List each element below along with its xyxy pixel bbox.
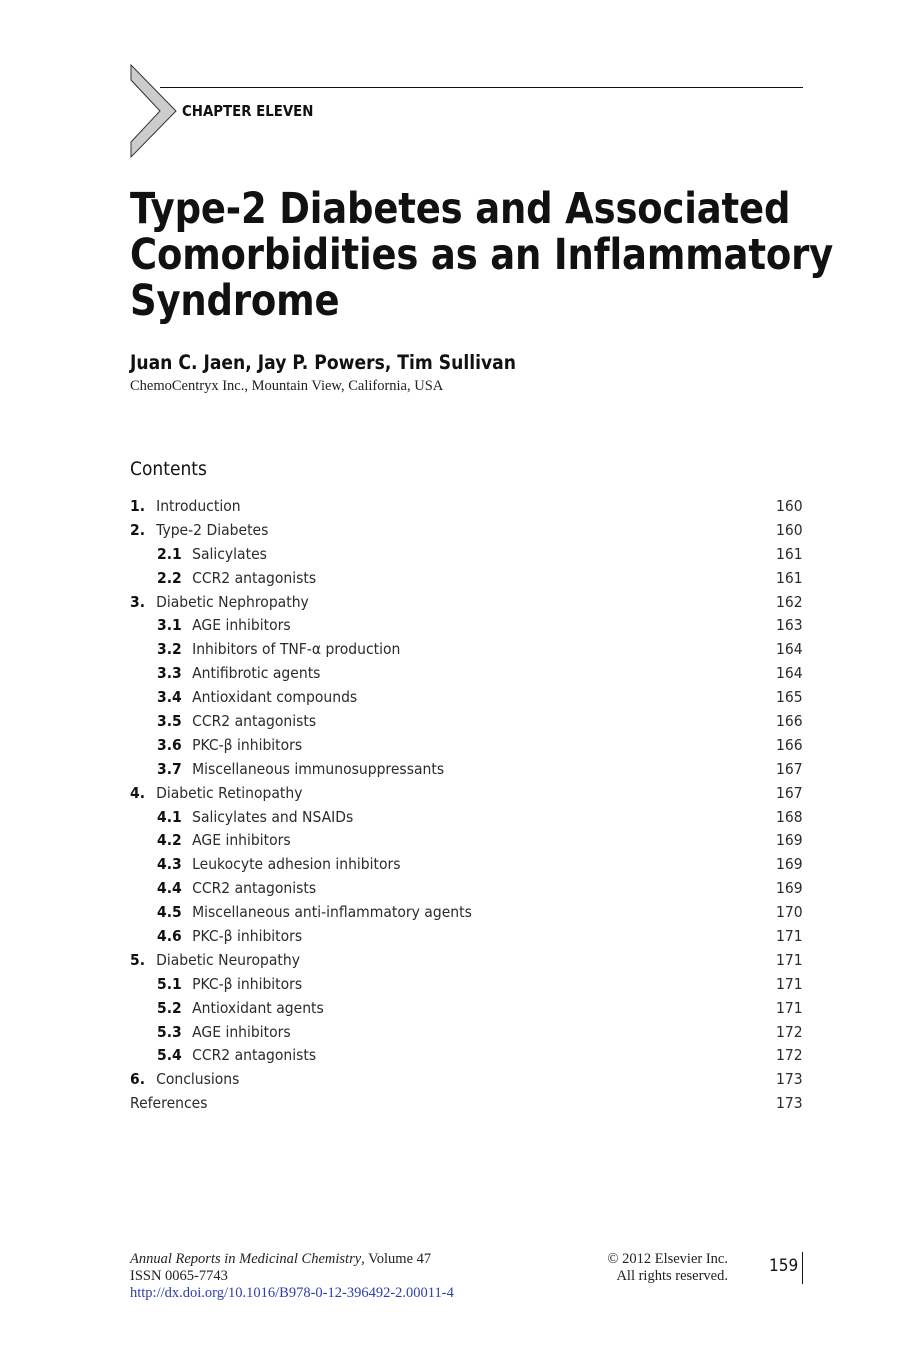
toc-entry-label [157, 567, 316, 591]
toc-entry-label [130, 949, 300, 973]
toc-entry-title: References [130, 1094, 208, 1113]
toc-entry-number: 5.2 [157, 998, 182, 1017]
toc-entry-number: 4.1 [157, 807, 182, 826]
toc-entry-number: 2.1 [157, 544, 182, 563]
toc-entry-page: 172 [776, 1022, 803, 1041]
toc-entry-title: Inhibitors of TNF-α production [192, 640, 401, 659]
authors: Juan C. Jaen, Jay P. Powers, Tim Sullivan [130, 351, 516, 374]
toc-entry[interactable] [130, 758, 803, 782]
toc-entry-page: 170 [776, 903, 803, 922]
toc-entry-page: 166 [776, 735, 803, 754]
toc-entry-page: 165 [776, 688, 803, 707]
toc-entry-number: 4.5 [157, 903, 182, 922]
toc-entry-label [157, 877, 316, 901]
chevron-icon [130, 64, 182, 158]
toc-entry-page: 160 [776, 497, 803, 515]
toc-entry[interactable] [130, 829, 803, 853]
toc-entry-label [157, 853, 401, 877]
toc-entry-number: 3.7 [157, 759, 182, 778]
toc-entry-title: Diabetic Neuropathy [156, 950, 300, 969]
toc-entry-title: PKC-β inhibitors [192, 927, 303, 946]
table-of-contents [130, 495, 803, 1116]
toc-entry-label [130, 1068, 239, 1092]
toc-entry-title: Miscellaneous immunosuppressants [192, 759, 445, 778]
toc-entry-number: 3.1 [157, 616, 182, 635]
page-number: 159 [769, 1256, 799, 1276]
toc-entry-title: Antioxidant agents [192, 998, 324, 1017]
toc-entry-number: 2.2 [157, 568, 182, 587]
toc-entry-page: 173 [776, 1094, 803, 1113]
toc-entry-label [157, 901, 472, 925]
toc-entry-page: 163 [776, 616, 803, 635]
toc-entry-label [130, 782, 303, 806]
toc-entry-number: 3.2 [157, 640, 182, 659]
toc-entry-page: 173 [776, 1070, 803, 1089]
toc-entry[interactable] [130, 710, 803, 734]
toc-entry[interactable] [130, 734, 803, 758]
toc-entry-page: 161 [776, 544, 803, 563]
journal-volume: , Volume 47 [361, 1251, 432, 1267]
toc-entry-label [157, 638, 400, 662]
toc-entry-title: Conclusions [156, 1070, 240, 1089]
toc-entry-page: 169 [776, 879, 803, 898]
toc-entry-page: 160 [776, 520, 803, 539]
toc-entry-title: Antioxidant compounds [192, 688, 358, 707]
toc-entry-label [130, 519, 268, 543]
toc-entry-number: 4.4 [157, 879, 182, 898]
toc-entry-page: 172 [776, 1046, 803, 1065]
toc-entry-label [157, 614, 291, 638]
toc-entry-page: 167 [776, 759, 803, 778]
toc-entry[interactable] [130, 997, 803, 1021]
toc-entry-title: AGE inhibitors [192, 616, 291, 635]
toc-entry-label [157, 829, 291, 853]
toc-entry[interactable] [130, 925, 803, 949]
toc-entry-page: 169 [776, 831, 803, 850]
toc-entry-title: PKC-β inhibitors [192, 735, 303, 754]
toc-entry-title: CCR2 antagonists [192, 879, 317, 898]
title-line: Comorbidities as an Inflammatory [130, 230, 834, 280]
toc-entry[interactable] [130, 1021, 803, 1045]
toc-entry-number: 2. [130, 520, 146, 539]
toc-entry[interactable] [130, 662, 803, 686]
toc-entry-page: 171 [776, 927, 803, 946]
toc-entry-number: 1. [130, 497, 146, 515]
toc-entry-number: 4.2 [157, 831, 182, 850]
toc-entry[interactable] [130, 1044, 803, 1068]
chapter-label: CHAPTER ELEVEN [182, 102, 314, 120]
toc-entry-title: Type-2 Diabetes [156, 520, 269, 539]
toc-entry-label [157, 758, 444, 782]
toc-entry-page: 168 [776, 807, 803, 826]
toc-entry-title: Diabetic Nephropathy [156, 592, 309, 611]
toc-entry-number: 4.6 [157, 927, 182, 946]
doi-link[interactable]: http://dx.doi.org/10.1016/B978-0-12-396492-2.00011-4 [130, 1285, 454, 1301]
toc-entry-number: 3.5 [157, 712, 182, 731]
toc-entry-label [157, 997, 324, 1021]
toc-entry-number: 5.4 [157, 1046, 182, 1065]
toc-entry-label [157, 1021, 291, 1045]
chapter-header [130, 64, 803, 158]
toc-entry-label [130, 591, 309, 615]
toc-entry-title: AGE inhibitors [192, 831, 291, 850]
toc-entry-label [157, 734, 302, 758]
toc-entry-title: AGE inhibitors [192, 1022, 291, 1041]
title-line: Type-2 Diabetes and Associated [130, 184, 791, 234]
toc-entry[interactable] [130, 782, 803, 806]
toc-entry-title: CCR2 antagonists [192, 712, 317, 731]
toc-entry[interactable] [130, 638, 803, 662]
toc-entry[interactable] [130, 495, 803, 519]
toc-entry-page: 166 [776, 712, 803, 731]
toc-entry-page: 171 [776, 974, 803, 993]
toc-entry[interactable] [130, 949, 803, 973]
toc-entry-number: 5. [130, 950, 146, 969]
toc-entry-page: 161 [776, 568, 803, 587]
copyright: © 2012 Elsevier Inc. [607, 1251, 728, 1267]
toc-entry-page: 171 [776, 950, 803, 969]
toc-entry[interactable] [130, 806, 803, 830]
contents-heading: Contents [130, 458, 207, 480]
toc-entry-title: Salicylates [192, 544, 267, 563]
toc-entry-page: 164 [776, 640, 803, 659]
toc-entry[interactable] [130, 853, 803, 877]
toc-entry-title: CCR2 antagonists [192, 568, 317, 587]
toc-entry-number: 4. [130, 783, 146, 802]
toc-entry-label [157, 662, 320, 686]
toc-entry-number: 4.3 [157, 855, 182, 874]
toc-entry[interactable] [130, 567, 803, 591]
toc-entry-page: 171 [776, 998, 803, 1017]
toc-entry-page: 167 [776, 783, 803, 802]
toc-entry-label [157, 686, 357, 710]
issn: ISSN 0065-7743 [130, 1268, 228, 1284]
toc-entry-number: 3.3 [157, 664, 182, 683]
toc-entry[interactable] [130, 1092, 803, 1116]
toc-entry-label [130, 1092, 208, 1116]
toc-entry-label [157, 1044, 316, 1068]
toc-entry-page: 164 [776, 664, 803, 683]
title-line: Syndrome [130, 276, 340, 326]
toc-entry-number: 3.4 [157, 688, 182, 707]
toc-entry-title: Diabetic Retinopathy [156, 783, 303, 802]
toc-entry[interactable] [130, 877, 803, 901]
toc-entry-title: Miscellaneous anti-inflammatory agents [192, 903, 472, 922]
toc-entry-label [157, 710, 316, 734]
affiliation: ChemoCentryx Inc., Mountain View, California, USA [130, 378, 444, 394]
toc-entry[interactable] [130, 591, 803, 615]
footer-copyright [607, 1251, 728, 1285]
toc-entry-title: PKC-β inhibitors [192, 974, 303, 993]
toc-entry[interactable] [130, 686, 803, 710]
toc-entry[interactable] [130, 1068, 803, 1092]
toc-entry-title: Salicylates and NSAIDs [192, 807, 354, 826]
page-number-rule [802, 1252, 803, 1284]
toc-entry[interactable] [130, 519, 803, 543]
header-rule [160, 87, 803, 88]
toc-entry-number: 6. [130, 1070, 146, 1089]
toc-entry-label [157, 806, 353, 830]
footer-citation [130, 1251, 454, 1302]
toc-entry-number: 3.6 [157, 735, 182, 754]
toc-entry-label [157, 925, 302, 949]
toc-entry-label [157, 543, 267, 567]
toc-entry[interactable] [130, 614, 803, 638]
toc-entry-page: 169 [776, 855, 803, 874]
toc-entry-title: CCR2 antagonists [192, 1046, 317, 1065]
toc-entry-number: 5.3 [157, 1022, 182, 1041]
toc-entry-label [130, 495, 241, 519]
rights: All rights reserved. [616, 1268, 728, 1284]
toc-entry-title: Introduction [156, 497, 241, 515]
toc-entry-title: Antifibrotic agents [192, 664, 321, 683]
journal-name: Annual Reports in Medicinal Chemistry [130, 1251, 362, 1267]
toc-entry[interactable] [130, 901, 803, 925]
toc-entry-number: 3. [130, 592, 146, 611]
toc-entry-number: 5.1 [157, 974, 182, 993]
toc-entry-title: Leukocyte adhesion inhibitors [192, 855, 401, 874]
chapter-title [130, 184, 834, 326]
toc-entry-label [157, 973, 302, 997]
toc-entry-page: 162 [776, 592, 803, 611]
toc-entry[interactable] [130, 543, 803, 567]
journal-line [130, 1251, 454, 1268]
toc-entry[interactable] [130, 973, 803, 997]
